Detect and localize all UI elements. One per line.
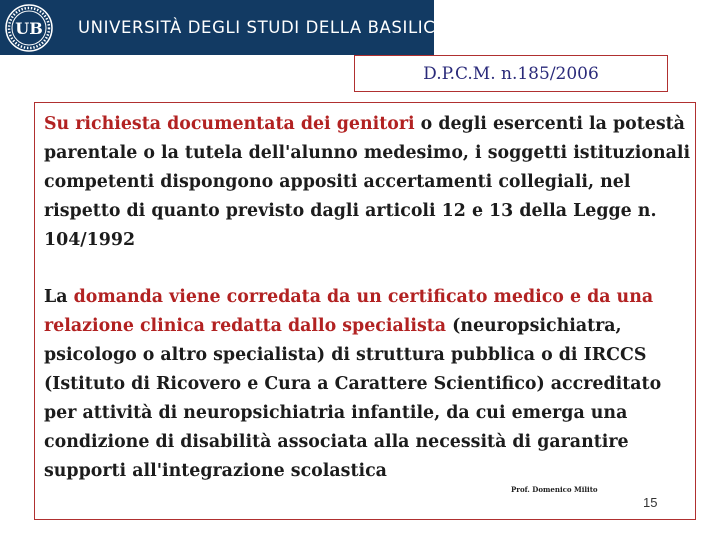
university-banner <box>0 0 468 55</box>
paragraph-request-highlight: Su richiesta documentata dei genitori <box>44 114 415 134</box>
paragraph-application-lead: La <box>44 287 74 307</box>
paragraph-application <box>44 283 692 486</box>
paragraph-application-text: (neuropsichiatra, psicologo o altro specialista) di struttura pubblica o di IRCCS (Istituto di Ricovero e Cura a Carattere Scientifico) accreditato per attività di neuropsichiatria infantile, da cui emerga una condizione di disabilità associata alla necessità di garantire supporti all'integrazione scolastica <box>44 316 662 481</box>
author-signature: Prof. Domenico Milito <box>511 485 598 494</box>
title-box <box>354 55 668 92</box>
page-title: D.P.C.M. n.185/2006 <box>423 64 599 84</box>
paragraph-request-text: o degli esercenti la potestà parentale o la tutela dell'alunno medesimo, i soggetti istituzionali competenti dispongono appositi accertamenti collegiali, nel rispetto di quanto previsto dagli articoli 12 e 13 della Legge n. 104/1992 <box>44 114 691 250</box>
svg-text:UB: UB <box>15 19 43 38</box>
paragraph-request <box>44 110 692 255</box>
page-number: 15 <box>643 495 658 510</box>
paragraph-application-highlight: domanda viene corredata da un certificato medico e da una relazione clinica redatta dallo specialista <box>44 287 654 336</box>
content-box <box>34 102 696 520</box>
university-name: UNIVERSITÀ DEGLI STUDI DELLA BASILICATA <box>78 18 468 37</box>
university-seal-icon <box>4 3 54 53</box>
